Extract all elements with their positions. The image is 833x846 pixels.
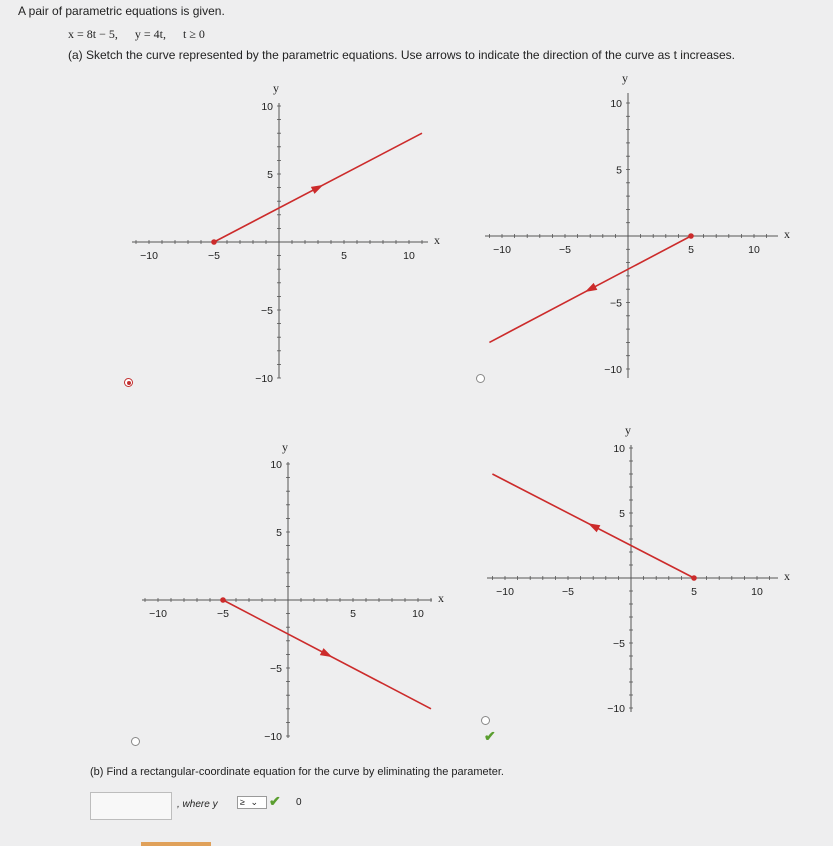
y-tick-label: −5 — [261, 305, 273, 317]
x-tick-label: −5 — [208, 250, 220, 262]
x-tick-label: −10 — [496, 586, 514, 598]
x-axis-label: x — [434, 233, 440, 247]
part-b-prompt: (b) Find a rectangular-coordinate equation for the curve by eliminating the parameter. — [90, 766, 504, 778]
equation-x: x = 8t − 5, — [68, 27, 118, 41]
checkmark-icon: ✔ — [269, 793, 281, 809]
y-tick-label: −10 — [607, 703, 625, 715]
direction-arrow-icon — [588, 523, 600, 532]
y-axis-label: y — [273, 81, 279, 95]
x-tick-label: 5 — [691, 586, 697, 598]
part-a-prompt: (a) Sketch the curve represented by the parametric equations. Use arrows to indicate the direction of the curve as t increases. — [68, 48, 736, 62]
relation-select[interactable] — [237, 796, 267, 809]
y-tick-label: −10 — [255, 373, 273, 385]
y-tick-label: 5 — [616, 164, 622, 177]
problem-intro: A pair of parametric equations is given. — [18, 4, 225, 18]
y-tick-label: −5 — [613, 638, 625, 650]
relation-value: 0 — [296, 797, 302, 808]
progress-bar — [141, 842, 211, 846]
y-tick-label: −10 — [604, 364, 622, 376]
radio-graph-bottom-left[interactable] — [131, 737, 140, 746]
equation-t: t ≥ 0 — [182, 27, 205, 41]
radio-graph-top-right[interactable] — [476, 374, 485, 383]
y-tick-label: 10 — [610, 98, 622, 110]
y-tick-label: −5 — [610, 297, 622, 310]
x-axis-label: x — [438, 591, 444, 605]
y-tick-label: −10 — [264, 731, 282, 743]
x-tick-label: −10 — [493, 244, 511, 256]
x-axis-label: x — [784, 569, 790, 583]
equation-y: y = 4t, — [134, 27, 166, 41]
chevron-down-icon: ⌄ — [250, 797, 259, 807]
x-tick-label: 5 — [688, 244, 694, 256]
x-tick-label: −10 — [149, 608, 167, 620]
equation-answer-input[interactable] — [90, 792, 172, 820]
relation-selected: ≥ — [240, 797, 245, 807]
y-tick-label: −5 — [270, 663, 282, 675]
radio-graph-top-left[interactable] — [124, 378, 133, 387]
y-tick-label: 5 — [619, 508, 625, 520]
where-label: , where y — [177, 799, 218, 810]
y-tick-label: 10 — [270, 459, 282, 471]
x-tick-label: −5 — [562, 586, 574, 598]
x-tick-label: 10 — [751, 586, 763, 598]
radio-graph-bottom-right[interactable] — [481, 716, 490, 725]
x-tick-label: 10 — [748, 244, 760, 256]
y-tick-label: 10 — [261, 101, 273, 113]
x-tick-label: −5 — [217, 608, 229, 620]
x-tick-label: 5 — [350, 608, 356, 620]
y-axis-label: y — [282, 440, 288, 454]
x-axis-label: x — [784, 227, 790, 241]
y-tick-label: 10 — [613, 443, 625, 455]
x-tick-label: −5 — [559, 244, 571, 256]
y-tick-label: 5 — [267, 169, 273, 181]
x-tick-label: 10 — [412, 608, 424, 620]
checkmark-icon: ✔ — [484, 728, 496, 744]
y-axis-label: y — [625, 423, 631, 437]
y-tick-label: 5 — [276, 527, 282, 539]
x-tick-label: 5 — [341, 250, 347, 262]
x-tick-label: 10 — [403, 250, 415, 262]
y-axis-label: y — [622, 71, 628, 85]
curve-start-point — [691, 575, 697, 581]
x-tick-label: −10 — [140, 250, 158, 262]
